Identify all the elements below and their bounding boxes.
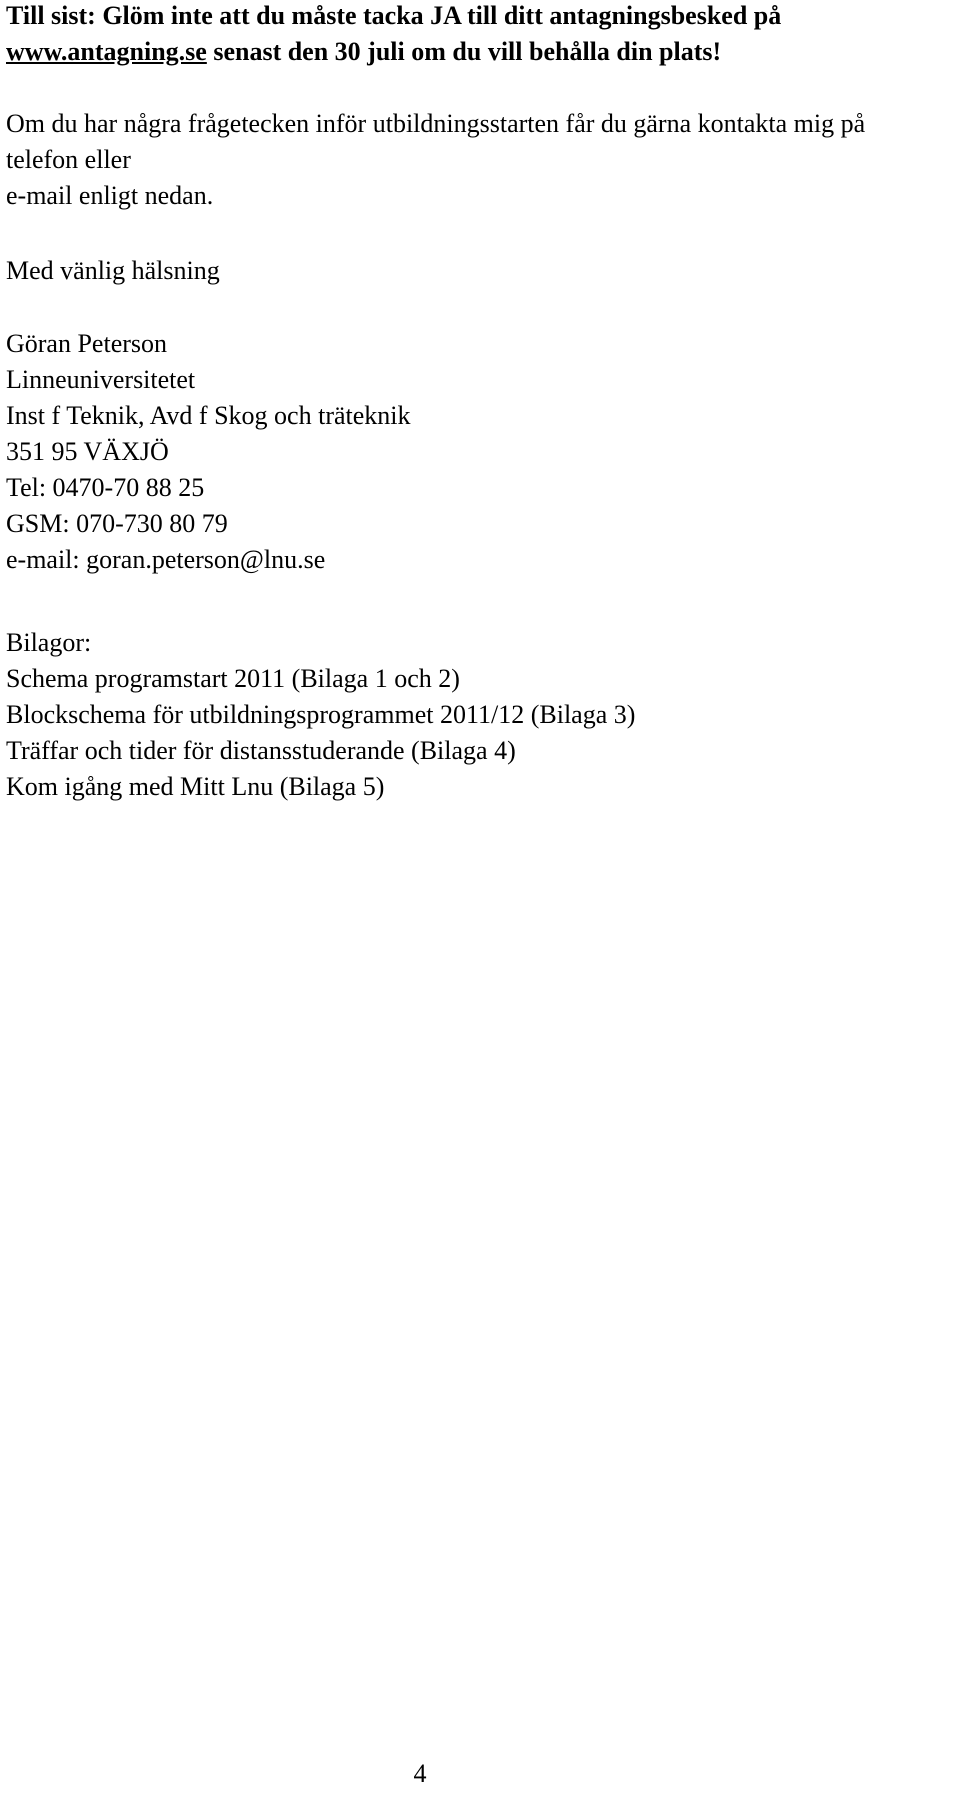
greeting [6,253,956,289]
attachments-list [6,625,956,805]
page-number: 4 [413,1759,427,1788]
signature-block [6,326,956,578]
signature-phone: Tel: 0470-70 88 25 [6,473,205,502]
reminder-paragraph [6,0,956,70]
contact-line-3: e-mail enligt nedan. [6,181,214,210]
contact-line-2: telefon eller [6,145,131,174]
antagning-link[interactable]: www.antagning.se [6,37,207,66]
contact-line-1: Om du har några frågetecken inför utbildningsstarten får du gärna kontakta mig på [6,109,866,138]
attachment-item: Blockschema för utbildningsprogrammet 2011/12 (Bilaga 3) [6,700,636,729]
attachment-item: Schema programstart 2011 (Bilaga 1 och 2) [6,664,460,693]
signature-address: 351 95 VÄXJÖ [6,437,169,466]
attachments-heading: Bilagor: [6,628,92,657]
reminder-deadline-text: senast den 30 juli om du vill behålla din plats! [206,37,722,66]
signature-department: Inst f Teknik, Avd f Skog och träteknik [6,401,411,430]
signature-organization: Linneuniversitetet [6,365,196,394]
greeting-text: Med vänlig hälsning [6,256,220,285]
reminder-line-1: Till sist: Glöm inte att du måste tacka JA till ditt antagningsbesked på [6,1,782,30]
attachment-item: Kom igång med Mitt Lnu (Bilaga 5) [6,772,385,801]
reminder-line-2 [6,34,956,70]
signature-mobile: GSM: 070-730 80 79 [6,509,228,538]
signature-name: Göran Peterson [6,329,168,358]
attachment-item: Träffar och tider för distansstuderande (Bilaga 4) [6,736,516,765]
signature-email: e-mail: goran.peterson@lnu.se [6,545,326,574]
contact-paragraph [6,106,956,214]
